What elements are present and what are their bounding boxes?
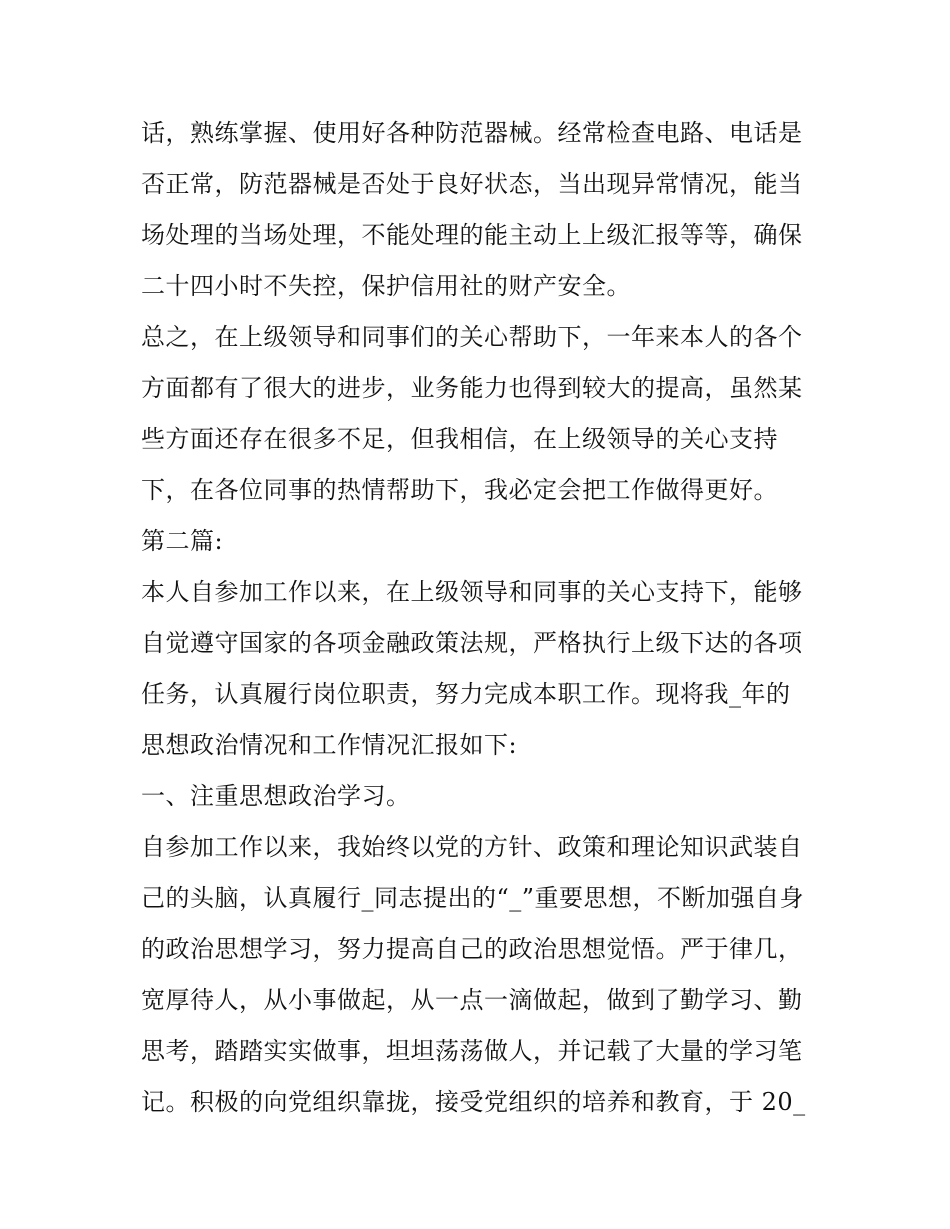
text-line: 二十四小时不失控，保护信用社的财产安全。 <box>141 272 631 300</box>
text-line: 方面都有了很大的进步，业务能力也得到较大的提高，虽然某 <box>141 374 803 402</box>
text-line: 思考，踏踏实实做事，坦坦荡荡做人，并记载了大量的学习笔 <box>141 1037 803 1065</box>
text-line: 宽厚待人，从小事做起，从一点一滴做起，做到了勤学习、勤 <box>141 986 803 1014</box>
text-line: 己的头脑，认真履行_同志提出的“_”重要思想，不断加强自身 <box>141 884 805 912</box>
text-line: 的政治思想学习，努力提高自己的政治思想觉悟。严于律几， <box>141 935 803 963</box>
text-line: 场处理的当场处理，不能处理的能主动上上级汇报等等，确保 <box>141 221 803 249</box>
text-line: 总之，在上级领导和同事们的关心帮助下，一年来本人的各个 <box>141 323 803 351</box>
section-heading: 第二篇: <box>141 527 224 555</box>
text-line: 记。积极的向党组织靠拢，接受党组织的培养和教育，于 20_ <box>141 1088 806 1116</box>
text-line: 些方面还存在很多不足，但我相信，在上级领导的关心支持 <box>141 425 778 453</box>
text-line: 否正常，防范器械是否处于良好状态，当出现异常情况，能当 <box>141 170 803 198</box>
text-line: 思想政治情况和工作情况汇报如下: <box>141 731 518 759</box>
text-line: 自觉遵守国家的各项金融政策法规，严格执行上级下达的各项 <box>141 629 803 657</box>
text-line: 下，在各位同事的热情帮助下，我必定会把工作做得更好。 <box>141 476 778 504</box>
subsection-heading: 一、注重思想政治学习。 <box>141 782 411 810</box>
text-line: 话，熟练掌握、使用好各种防范器械。经常检查电路、电话是 <box>141 119 803 147</box>
text-line: 自参加工作以来，我始终以党的方针、政策和理论知识武装自 <box>141 833 803 861</box>
document-body <box>141 108 821 1128</box>
text-line: 任务，认真履行岗位职责，努力完成本职工作。现将我_年的 <box>141 680 791 708</box>
text-line: 本人自参加工作以来，在上级领导和同事的关心支持下，能够 <box>141 578 803 606</box>
